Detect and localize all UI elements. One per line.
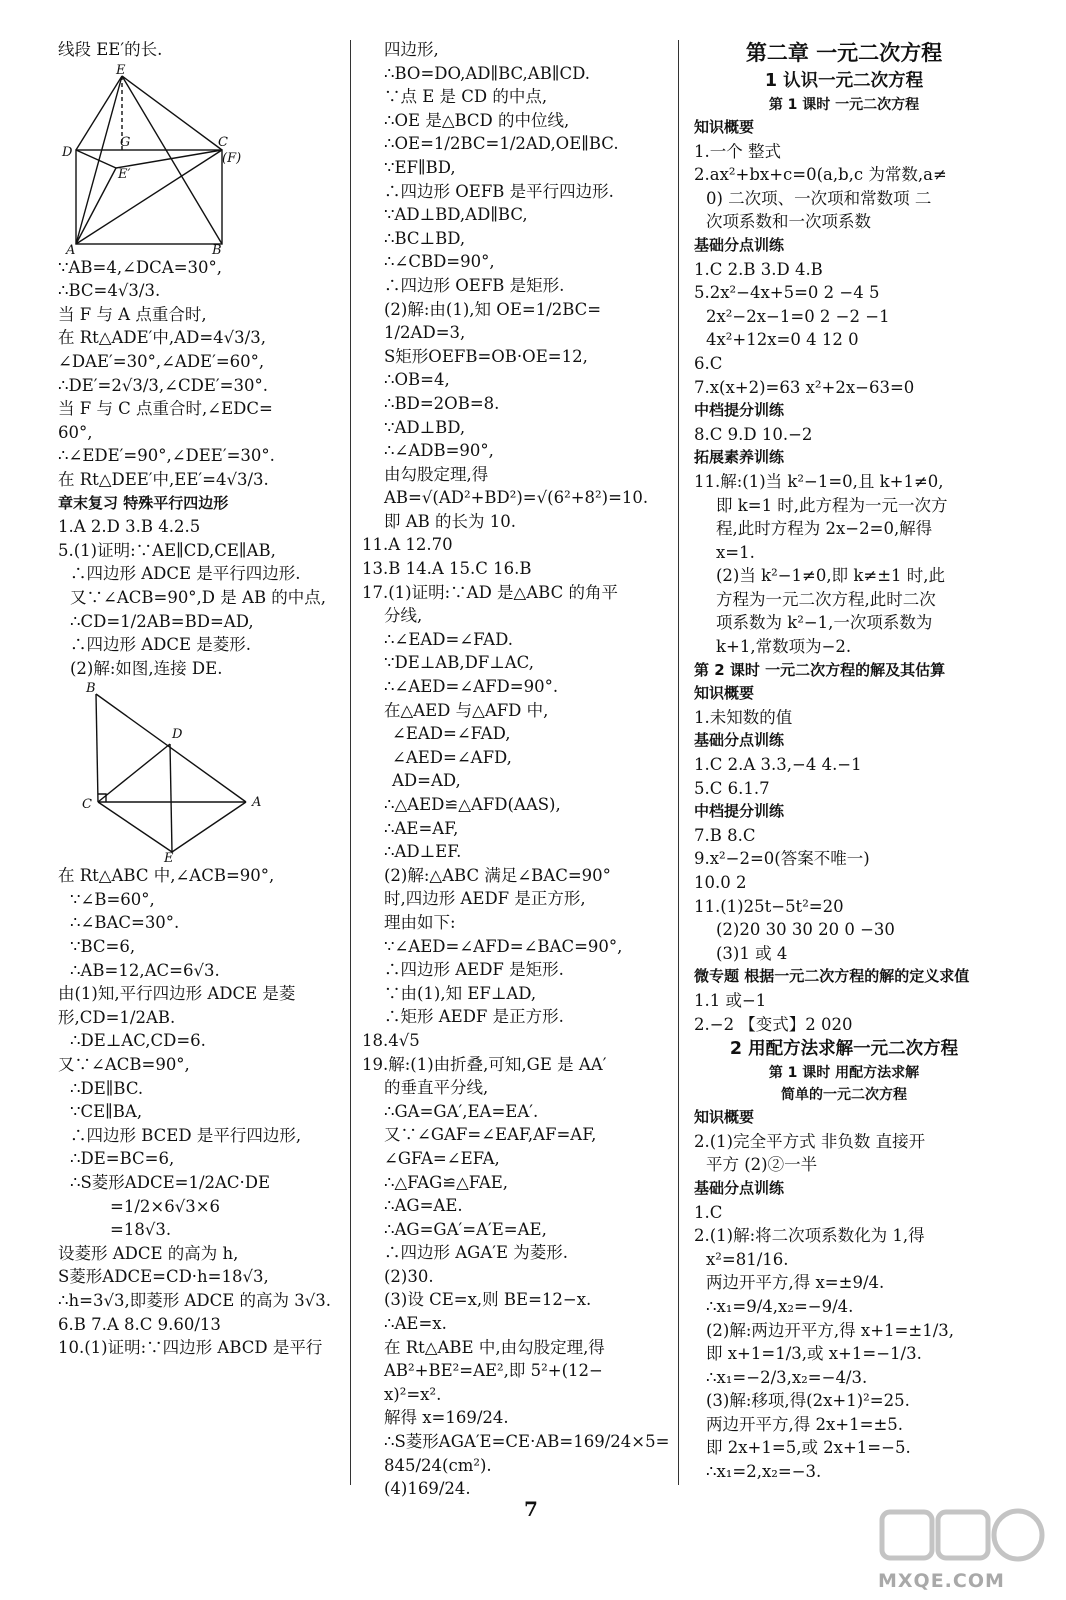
text-line: ∴x₁=2,x₂=−3. [706, 1462, 822, 1482]
text-line: 6.C [694, 353, 723, 373]
lesson-heading: 第 2 课时 一元二次方程的解及其估算 [694, 660, 946, 679]
chapter-title: 第二章 一元二次方程 [745, 41, 943, 65]
text-line: (3)1 或 4 [716, 943, 788, 963]
text-line: 当 F 与 C 点重合时,∠EDC= [58, 399, 273, 419]
text-line: x=1. [716, 542, 755, 562]
column-2 [362, 38, 670, 1501]
label-G: G [120, 134, 131, 150]
text-line: (2)解:如图,连接 DE. [70, 658, 223, 678]
text-line: ∴∠EAD=∠FAD. [384, 629, 513, 649]
text-line: ∴AG=GA′=A′E=AE, [384, 1219, 547, 1239]
text-line: 5.(1)证明:∵AE∥CD,CE∥AB, [58, 540, 276, 560]
text-line: S菱形ADCE=CD·h=18√3, [58, 1267, 269, 1287]
text-line: 2.ax²+bx+c=0(a,b,c 为常数,a≠ [694, 165, 947, 185]
text-line: 又∵∠ACB=90°,D 是 AB 的中点, [70, 587, 327, 607]
text-line: k+1,常数项为−2. [716, 637, 852, 657]
text-line: ∴AE=AF, [384, 818, 459, 838]
text-line: ∴OE 是△BCD 的中位线, [384, 110, 570, 130]
text-line: ∴∠EDE′=90°,∠DEE′=30°. [58, 446, 275, 466]
text-line: ∵点 E 是 CD 的中点, [384, 87, 548, 107]
text-line: ∴GA=GA′,EA=EA′. [384, 1101, 539, 1121]
text-line: (2)当 k²−1≠0,即 k≠±1 时,此 [716, 566, 946, 586]
text-line: 18.4√5 [362, 1030, 420, 1050]
section-title: 2 用配方法求解一元二次方程 [729, 1039, 959, 1060]
text-line: =18√3. [110, 1220, 172, 1240]
text-line: 在 Rt△DEE′中,EE′=4√3/3. [58, 469, 269, 489]
text-line: (2)解:两边开平方,得 x+1=±1/3, [706, 1320, 954, 1340]
text-line: ∵BC=6, [70, 937, 136, 957]
text-line: AD=AD, [392, 771, 461, 791]
text-line: ∵AD⊥BD, [384, 417, 466, 437]
text-line: ∴△AED≌△AFD(AAS), [384, 795, 561, 814]
label-C: C [82, 797, 92, 813]
text-line: (4)169/24. [384, 1479, 471, 1499]
text-line: 由勾股定理,得 [384, 464, 489, 484]
page-number: 7 [524, 1497, 538, 1521]
label-A: A [66, 242, 76, 254]
text-line: x²=81/16. [706, 1249, 789, 1269]
text-line: ∴∠ADB=90°, [384, 441, 494, 461]
text-line: ∴S菱形AGA′E=CE·AB=169/24×5= [384, 1432, 670, 1452]
text-line: ∴DE′=2√3/3,∠CDE′=30°. [58, 375, 268, 395]
text-line: 2.(1)完全平方式 非负数 直接开 [694, 1131, 926, 1151]
subsection-heading: 基础分点训练 [694, 235, 785, 254]
text-line: ∴AG=AE. [384, 1196, 463, 1216]
text-line: ∴OE=1/2BC=1/2AD,OE∥BC. [384, 134, 619, 154]
label-B: B [212, 242, 222, 254]
column-3 [694, 38, 994, 1484]
text-line: ∴四边形 ADCE 是平行四边形. [70, 564, 301, 584]
text-line: AB²+BE²=AE²,即 5²+(12− [384, 1361, 603, 1381]
text-line: ∴AD⊥EF. [384, 842, 462, 862]
text-line: 即 AB 的长为 10. [384, 511, 517, 531]
section-title: 1 认识一元二次方程 [764, 71, 924, 91]
text-line: ∴四边形 ADCE 是菱形. [70, 635, 252, 655]
text-line: ∴四边形 OEFB 是矩形. [384, 275, 565, 295]
text-line: 方程为一元二次方程,此时二次 [716, 589, 936, 609]
watermark-text: MXQE.COM [878, 1570, 1005, 1592]
topic-heading: 微专题 根据一元二次方程的解的定义求值 [694, 967, 970, 986]
text-line: ∴△FAG≌△FAE, [384, 1172, 509, 1192]
text-line: 13.B 14.A 15.C 16.B [362, 559, 532, 579]
text-line: 平方 (2)②一半 [706, 1155, 818, 1175]
text-line: 5.2x²−4x+5=0 2 −4 5 [694, 283, 880, 303]
text-line: 解得 x=169/24. [384, 1408, 509, 1428]
text-line: 当 F 与 A 点重合时, [58, 304, 207, 324]
text-line: 两边开平方,得 x=±9/4. [706, 1273, 885, 1293]
text-line: 即 x+1=1/3,或 x+1=−1/3. [706, 1344, 922, 1364]
label-E: E [116, 63, 126, 78]
text-line: 2x²−2x−1=0 2 −2 −1 [706, 306, 890, 326]
text-line: 11.A 12.70 [362, 535, 453, 555]
text-line: 2.−2 【变式】2 020 [694, 1014, 853, 1034]
text-line: 7.B 8.C [694, 825, 756, 845]
text-line: ∴BC⊥BD, [384, 228, 466, 248]
label-B: B [86, 682, 96, 697]
subsection-heading: 知识概要 [694, 118, 755, 136]
text-line: 19.解:(1)由折叠,可知,GE 是 AA′ [362, 1054, 607, 1074]
text-line: ∴OB=4, [384, 370, 450, 390]
figure-rectangle-fold [58, 64, 258, 254]
text-line: ∴AE=x. [384, 1314, 447, 1334]
text-line: 8.C 9.D 10.−2 [694, 424, 813, 444]
text-line: ∴BC=4√3/3. [58, 281, 161, 301]
text-line: ∠AED=∠AFD, [392, 747, 512, 767]
text-line: ∵DE⊥AB,DF⊥AC, [384, 653, 534, 673]
subsection-heading: 拓展素养训练 [694, 448, 785, 467]
text-line: ∴h=3√3,即菱形 ADCE 的高为 3√3. [58, 1290, 332, 1310]
text-line: ∵EF∥BD, [384, 157, 456, 177]
text-line: 理由如下: [384, 912, 456, 932]
text-line: 时,四边形 AEDF 是正方形, [384, 889, 586, 909]
subsection-heading: 基础分点训练 [694, 1178, 785, 1197]
text-line: 即 k=1 时,此方程为一元一次方 [716, 495, 948, 515]
text-line: x)²=x². [384, 1384, 442, 1404]
text-line: (2)解:△ABC 满足∠BAC=90° [384, 865, 611, 885]
text-line: 分线, [384, 606, 423, 626]
lesson-title: 第 1 课时 一元二次方程 [768, 97, 920, 113]
label-A: A [252, 795, 262, 811]
section-heading: 章末复习 特殊平行四边形 [58, 493, 229, 512]
text-line: 又∵∠ACB=90°, [58, 1055, 190, 1075]
text-line: (3)解:移项,得(2x+1)²=25. [706, 1391, 910, 1411]
text-line: 1.C [694, 1202, 723, 1222]
text-line: 11.解:(1)当 k²−1=0,且 k+1≠0, [694, 471, 944, 491]
text-line: 的垂直平分线, [384, 1078, 489, 1098]
text-line: 又∵∠GAF=∠EAF,AF=AF, [384, 1125, 597, 1145]
text-line: ∴∠AED=∠AFD=90°. [384, 677, 559, 697]
text-line: ∴BD=2OB=8. [384, 393, 500, 413]
text-line: ∵∠AED=∠AFD=∠BAC=90°, [384, 936, 623, 956]
text-line: ∵∠B=60°, [70, 889, 155, 909]
text-line: 即 2x+1=5,或 2x+1=−5. [706, 1438, 911, 1458]
text-line: 10.0 2 [694, 873, 747, 892]
label-E: E [164, 851, 174, 863]
text-line: 程,此时方程为 2x−2=0,解得 [716, 519, 933, 539]
label-F: (F) [222, 150, 242, 166]
text-line: 两边开平方,得 2x+1=±5. [706, 1414, 904, 1434]
text-line: 次项系数和一次项系数 [706, 212, 871, 232]
label-D: D [172, 727, 183, 743]
text-line: 2.(1)解:将二次项系数化为 1,得 [694, 1226, 925, 1246]
label-D: D [62, 144, 73, 160]
lesson-title: 第 1 课时 用配方法求解 [768, 1065, 920, 1082]
text-line: 4x²+12x=0 4 12 0 [706, 330, 859, 350]
text-line: ∠EAD=∠FAD, [392, 724, 511, 744]
text-line: 60°, [58, 422, 93, 442]
text-line: 1.C 2.B 3.D 4.B [694, 259, 823, 279]
text-line: 845/24(cm²). [384, 1455, 492, 1475]
text-line: ∴矩形 AEDF 是正方形. [384, 1007, 564, 1027]
text-line: 在 Rt△ABE 中,由勾股定理,得 [384, 1337, 605, 1357]
subsection-heading: 知识概要 [694, 1108, 755, 1127]
text-line: ∵AB=4,∠DCA=30°, [58, 257, 223, 277]
text-line: 1.一个 整式 [694, 141, 781, 161]
text-line: 7.x(x+2)=63 x²+2x−63=0 [694, 377, 915, 397]
text-line: 0) 二次项、一次项和常数项 二 [706, 188, 932, 208]
text-line: 在△AED 与△AFD 中, [384, 700, 549, 720]
text-line: 5.C 6.1.7 [694, 778, 770, 798]
text-line: ∴四边形 OEFB 是平行四边形. [384, 181, 614, 201]
label-Eprime: E′ [118, 166, 131, 182]
subsection-heading: 中档提分训练 [694, 401, 785, 420]
text-line: ∴四边形 AGA′E 为菱形. [384, 1243, 569, 1263]
text-line: ∵由(1),知 EF⊥AD, [384, 983, 537, 1003]
text-line: ∠GFA=∠EFA, [384, 1148, 500, 1168]
text-line: 17.(1)证明:∵AD 是△ABC 的角平 [362, 582, 618, 602]
text-line: 线段 EE′的长. [58, 40, 163, 59]
text-line: 设菱形 ADCE 的高为 h, [58, 1243, 239, 1263]
text-line: ∴∠BAC=30°. [70, 913, 180, 933]
label-C: C [218, 134, 228, 150]
text-line: 6.B 7.A 8.C 9.60/13 [58, 1314, 221, 1334]
text-line: ∴x₁=−2/3,x₂=−4/3. [706, 1367, 868, 1387]
text-line: ∴CD=1/2AB=BD=AD, [70, 611, 254, 631]
text-line: =1/2×6√3×6 [110, 1196, 221, 1216]
text-line: ∴四边形 AEDF 是矩形. [384, 960, 564, 980]
text-line: ∴DE∥BC. [70, 1078, 144, 1098]
figure-rhombus [58, 682, 278, 862]
text-line: 项系数为 k²−1,一次项系数为 [716, 613, 933, 633]
text-line: ∴DE⊥AC,CD=6. [70, 1031, 206, 1051]
text-line: ∴BO=DO,AD∥BC,AB∥CD. [384, 63, 590, 83]
text-line: (2)解:由(1),知 OE=1/2BC= [384, 299, 602, 319]
text-line: 形,CD=1/2AB. [58, 1007, 176, 1027]
subsection-heading: 中档提分训练 [694, 802, 785, 821]
text-line: ∠DAE′=30°,∠ADE′=60°, [58, 351, 265, 371]
text-line: 1.未知数的值 [694, 707, 793, 727]
lesson-title: 简单的一元二次方程 [781, 1087, 907, 1104]
text-line: (3)设 CE=x,则 BE=12−x. [384, 1290, 592, 1310]
text-line: 1/2AD=3, [384, 323, 466, 343]
text-line: ∴AB=12,AC=6√3. [70, 960, 220, 980]
text-line: 四边形, [384, 40, 439, 59]
text-line: S矩形OEFB=OB·OE=12, [384, 346, 588, 366]
text-line: 11.(1)25t−5t²=20 [694, 896, 844, 916]
text-line: 在 Rt△ABC 中,∠ACB=90°, [58, 866, 275, 886]
text-line: ∵CE∥BA, [70, 1102, 143, 1122]
text-line: AB=√(AD²+BD²)=√(6²+8²)=10. [384, 488, 649, 508]
text-line: 1.C 2.A 3.3,−4 4.−1 [694, 755, 862, 775]
text-line: ∴DE=BC=6, [70, 1149, 175, 1169]
text-line: 由(1)知,平行四边形 ADCE 是菱 [58, 984, 296, 1004]
text-line: 10.(1)证明:∵四边形 ABCD 是平行 [58, 1338, 323, 1358]
text-line: 1.A 2.D 3.B 4.2.5 [58, 517, 201, 537]
text-line: 9.x²−2=0(答案不唯一) [694, 849, 870, 869]
subsection-heading: 基础分点训练 [694, 731, 785, 750]
column-1 [58, 38, 340, 1360]
text-line: ∴∠CBD=90°, [384, 252, 495, 272]
text-line: ∵AD⊥BD,AD∥BC, [384, 205, 528, 225]
subsection-heading: 知识概要 [694, 684, 755, 703]
text-line: (2)30. [384, 1266, 434, 1286]
text-line: 1.1 或−1 [694, 990, 767, 1010]
text-line: 在 Rt△ADE′中,AD=4√3/3, [58, 328, 266, 348]
text-line: ∴S菱形ADCE=1/2AC·DE [70, 1173, 271, 1192]
text-line: ∴四边形 BCED 是平行四边形, [70, 1125, 302, 1145]
text-line: ∴x₁=9/4,x₂=−9/4. [706, 1296, 854, 1316]
text-line: (2)20 30 30 20 0 −30 [716, 920, 895, 940]
